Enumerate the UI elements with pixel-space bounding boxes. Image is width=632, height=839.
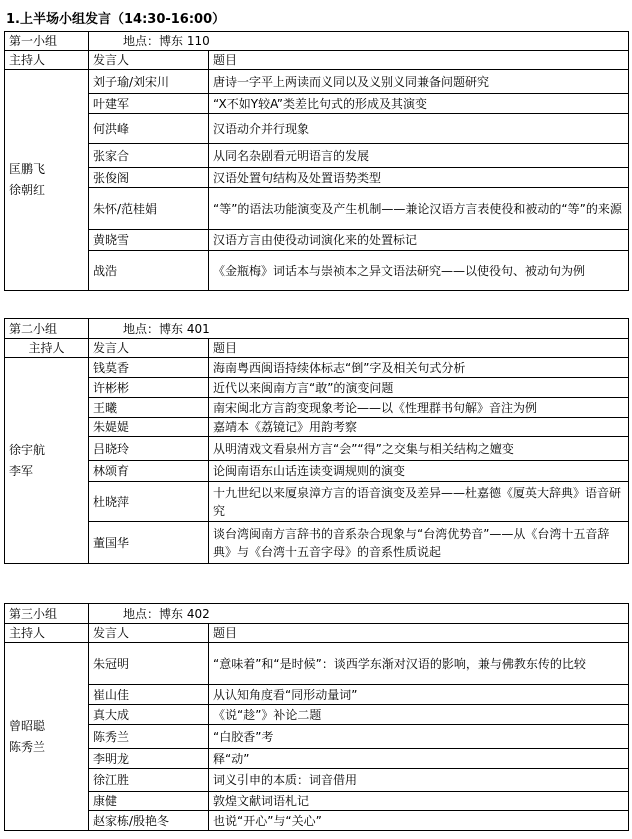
col-speaker-header: 发言人 [89, 624, 209, 643]
topic: 论闽南语东山话连读变调规则的演变 [209, 461, 629, 482]
col-host-header: 主持人 [5, 624, 89, 643]
speaker: 朱冠明 [89, 643, 209, 685]
topic: 从明清戏文看泉州方言“会”“得”之交集与相关结构之嬗变 [209, 437, 629, 461]
speaker: 钱莫香 [89, 358, 209, 378]
speaker: 董国华 [89, 522, 209, 564]
group-table-2 [4, 318, 629, 564]
topic: 也说“开心”与“关心” [209, 811, 629, 831]
topic: “意味着”和“是时候”：谈西学东渐对汉语的影响，兼与佛教东传的比较 [209, 643, 629, 685]
host-name: 徐宇航 [9, 442, 46, 457]
col-topic-header: 题目 [209, 624, 629, 643]
host-name: 陈秀兰 [9, 739, 46, 754]
topic: 海南粤西闽语持续体标志“倒”字及相关句式分析 [209, 358, 629, 378]
speaker: 杜晓萍 [89, 482, 209, 522]
host-name: 李军 [9, 463, 34, 478]
topic: 十九世纪以来厦泉漳方言的语音演变及差异——杜嘉德《厦英大辞典》语音研究 [209, 482, 629, 522]
host-cell [5, 70, 89, 291]
topic: 嘉靖本《荔镜记》用韵考察 [209, 418, 629, 437]
speaker: 林颂育 [89, 461, 209, 482]
topic: 释“动” [209, 749, 629, 769]
topic: “等”的语法功能演变及产生机制——兼论汉语方言表使役和被动的“等”的来源 [209, 188, 629, 230]
host-name: 徐朝红 [9, 183, 46, 197]
host-cell [5, 358, 89, 564]
speaker: 朱怀/范桂娟 [89, 188, 209, 230]
topic: 近代以来闽南方言“敢”的演变问题 [209, 378, 629, 398]
topic: 《金瓶梅》词话本与崇祯本之异文语法研究——以使役句、被动句为例 [209, 251, 629, 291]
col-speaker-header: 发言人 [89, 339, 209, 358]
speaker: 王曦 [89, 398, 209, 418]
col-topic-header: 题目 [209, 339, 629, 358]
host-name: 曾昭聪 [9, 718, 46, 733]
topic: “白胶香”考 [209, 725, 629, 749]
group-location: 地点：博东 402 [123, 606, 210, 621]
col-speaker-header: 发言人 [89, 51, 209, 70]
group-table-3 [4, 603, 629, 831]
topic: 南宋闽北方言韵变现象考论——以《性理群书句解》音注为例 [209, 398, 629, 418]
topic: 敦煌文献词语札记 [209, 792, 629, 811]
speaker: 朱媞媞 [89, 418, 209, 437]
speaker: 黄晓雪 [89, 230, 209, 251]
host-name: 匡鹏飞 [9, 162, 46, 176]
group-location: 地点：博东 401 [123, 321, 210, 336]
speaker: 康健 [89, 792, 209, 811]
speaker: 张家合 [89, 144, 209, 168]
speaker: 刘子瑜/刘宋川 [89, 70, 209, 94]
col-host-header: 主持人 [5, 51, 89, 70]
topic: 词义引申的本质：词音借用 [209, 769, 629, 792]
topic: 汉语动介并行现象 [209, 114, 629, 144]
speaker: 真大成 [89, 705, 209, 725]
speaker: 徐江胜 [89, 769, 209, 792]
topic: 从认知角度看“同形动量词” [209, 685, 629, 705]
speaker: 李明龙 [89, 749, 209, 769]
speaker: 赵家栋/殷艳冬 [89, 811, 209, 831]
speaker: 崔山佳 [89, 685, 209, 705]
section-heading: 1.上半场小组发言（14:30-16:00） [6, 12, 226, 27]
speaker: 何洪峰 [89, 114, 209, 144]
group-name: 第一小组 [5, 32, 89, 51]
col-host-header: 主持人 [5, 339, 89, 358]
topic: 汉语处置句结构及处置语势类型 [209, 168, 629, 188]
group-name: 第二小组 [5, 319, 89, 339]
topic: 谈台湾闽南方言辞书的音系杂合现象与“台湾优势音”——从《台湾十五音辞典》与《台湾十五音字母》的音系性质说起 [209, 522, 629, 564]
speaker: 张俊阁 [89, 168, 209, 188]
speaker: 战浩 [89, 251, 209, 291]
speaker: 叶建军 [89, 94, 209, 114]
group-table-1 [4, 31, 629, 291]
group-name: 第三小组 [5, 604, 89, 624]
topic: 唐诗一字平上两读而义同以及义别义同兼备问题研究 [209, 70, 629, 94]
speaker: 许彬彬 [89, 378, 209, 398]
topic: “X不如Y较A”类差比句式的形成及其演变 [209, 94, 629, 114]
group-location: 地点：博东 110 [123, 34, 210, 48]
speaker: 陈秀兰 [89, 725, 209, 749]
host-cell [5, 643, 89, 831]
col-topic-header: 题目 [209, 51, 629, 70]
topic: 汉语方言由使役动词演化来的处置标记 [209, 230, 629, 251]
topic: 从同名杂剧看元明语言的发展 [209, 144, 629, 168]
speaker: 吕晓玲 [89, 437, 209, 461]
topic: 《说“趁”》补论二题 [209, 705, 629, 725]
